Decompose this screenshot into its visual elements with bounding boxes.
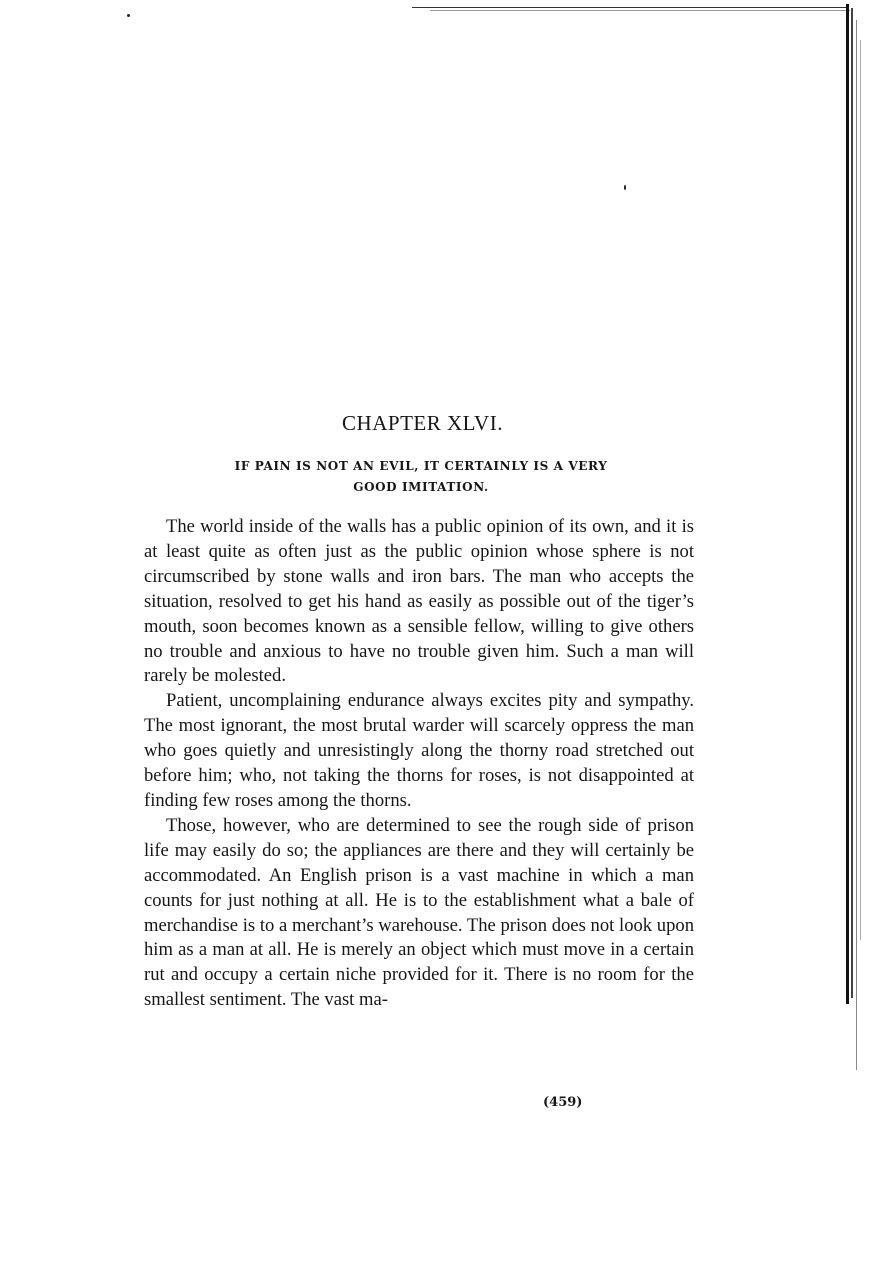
page-edge: [851, 8, 853, 998]
paragraph: Patient, uncomplaining endurance always excites pity and sympathy. The most ignorant, the most brutal warder will scarcely oppress the man who goes quietly and unresistingly along the thorny road stretched out before him; who, not taking the thorns for roses, is not disappointed at finding few roses among the thorns.: [144, 690, 694, 811]
scan-speck: [127, 14, 130, 17]
page-number: (459): [543, 1095, 583, 1110]
page-edge: [856, 20, 857, 1070]
chapter-body: [144, 515, 694, 1013]
chapter-title: CHAPTER XLVI.: [342, 411, 503, 435]
top-rule: [412, 7, 849, 8]
page-edge: [846, 4, 849, 1004]
chapter-subtitle: [146, 456, 696, 498]
subtitle-line-1: IF PAIN IS NOT AN EVIL, IT CERTAINLY IS A VERY: [234, 459, 608, 473]
page-edge: [860, 40, 861, 940]
scan-speck: [624, 185, 626, 190]
subtitle-line-2: GOOD IMITATION.: [353, 480, 489, 494]
top-rule-faint: [430, 10, 850, 11]
paragraph: Those, however, who are determined to see the rough side of prison life may easily do so; the appliances are there and they will certainly be accommodated. An English prison is a vast machine in which a man counts for just nothing at all. He is to the establishment what a bale of merchandise is to a merchant’s warehouse. The prison does not look upon him as a man at all. He is merely an object which must move in a certain rut and occupy a certain niche provided for it. There is no room for the smallest sentiment. The vast ma-: [144, 814, 694, 1011]
paragraph: The world inside of the walls has a public opinion of its own, and it is at least quite as often just as the public opinion whose sphere is not circumscribed by stone walls and iron bars. The man who accepts the situation, resolved to get his hand as easily as possible out of the tiger’s mouth, soon becomes known as a sensible fellow, willing to give others no trouble and anxious to have no trouble given him. Such a man will rarely be molested.: [144, 516, 694, 687]
